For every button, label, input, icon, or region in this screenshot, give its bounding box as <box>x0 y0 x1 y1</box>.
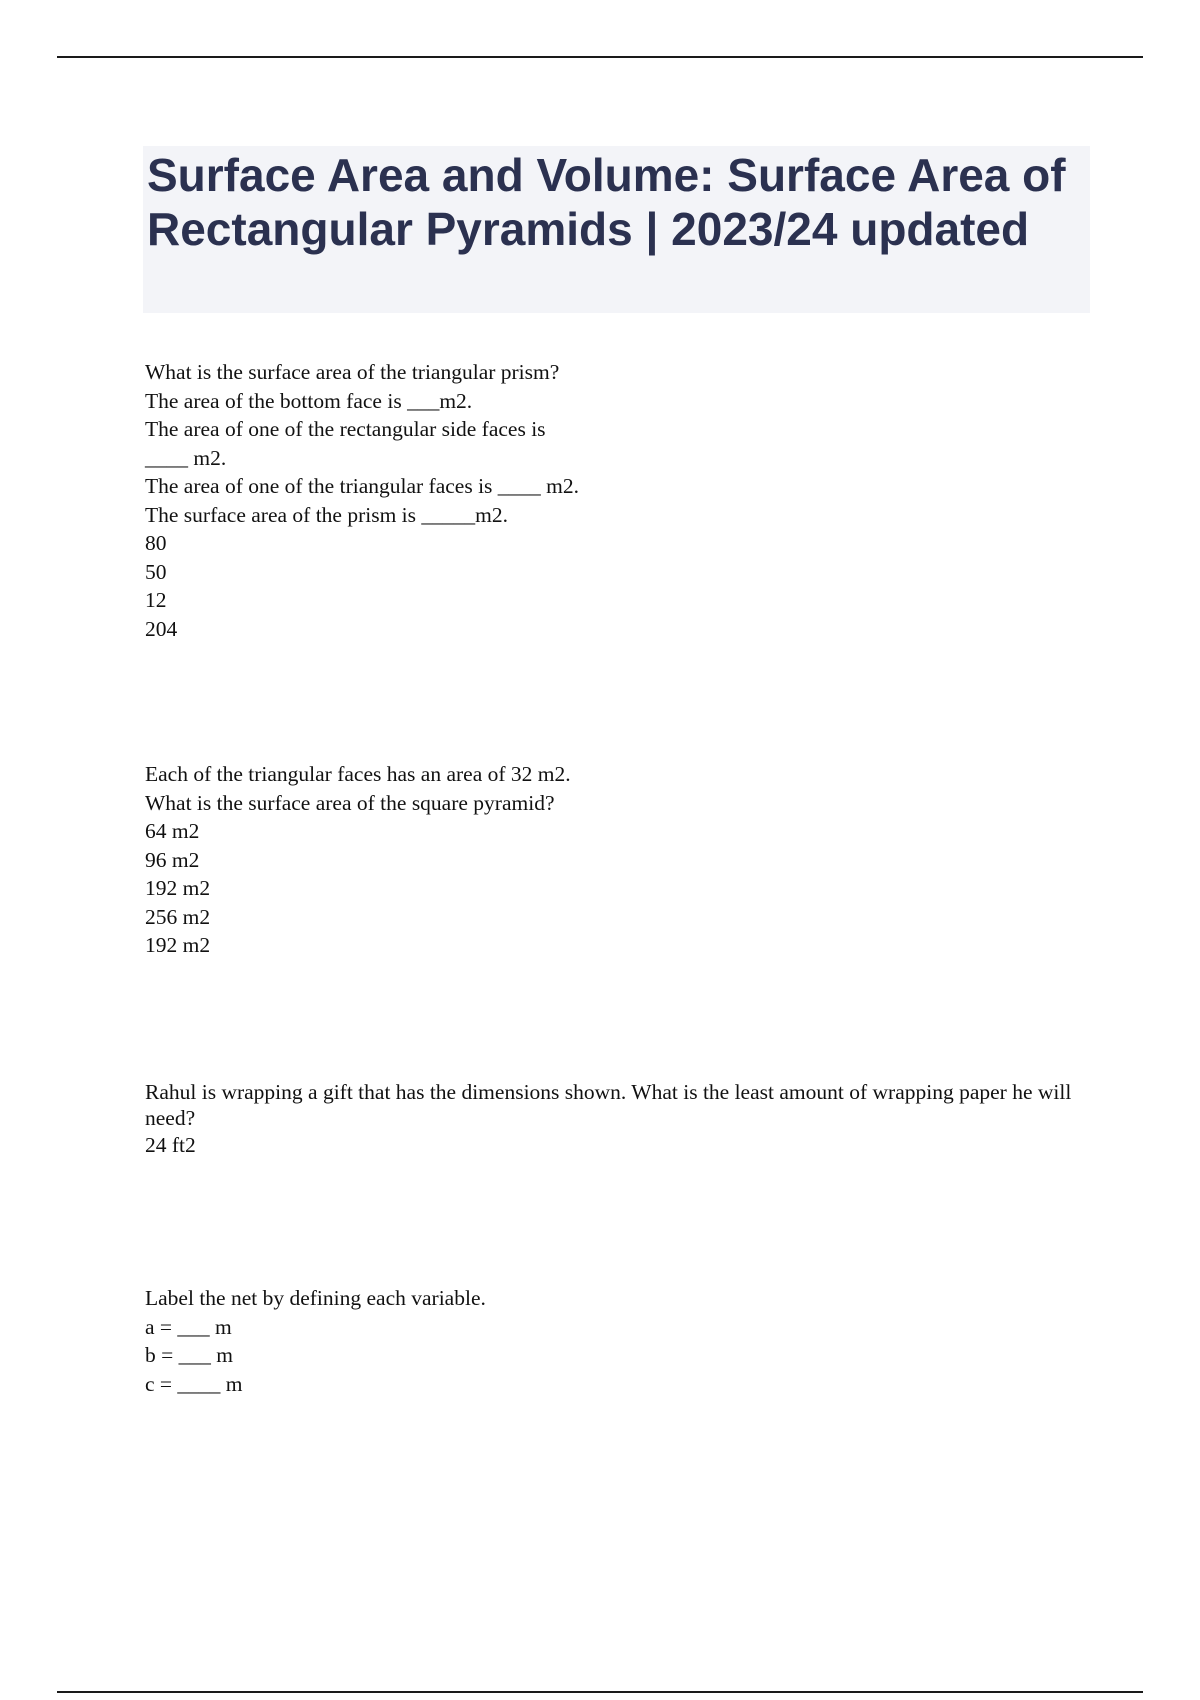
title-banner <box>143 146 1090 313</box>
answer-line: 192 m2 <box>145 876 211 900</box>
answer-line: 50 <box>145 559 167 584</box>
bottom-rule <box>57 1691 1143 1693</box>
question-text: What is the surface area of the triangular prism? <box>145 360 560 384</box>
document-title: Surface Area and Volume: Surface Area of Rectangular Pyramids | 2023/24 updated <box>147 149 1066 255</box>
answer-line: 64 m2 <box>145 819 200 843</box>
question-text: The area of one of the rectangular side faces is <box>145 417 546 441</box>
question-text: What is the surface area of the square pyramid? <box>145 790 555 815</box>
answer-line: 204 <box>145 616 178 641</box>
question-text: Each of the triangular faces has an area of 32 m2. <box>145 762 571 786</box>
question-1 <box>145 358 1085 643</box>
question-text: ____ m2. <box>145 445 227 470</box>
question-text: The area of the bottom face is ___m2. <box>145 388 473 413</box>
answer-line: 24 ft2 <box>145 1133 196 1157</box>
answer-line: 80 <box>145 531 167 555</box>
answer-line: 12 <box>145 588 167 612</box>
question-text: Rahul is wrapping a gift that has the dimensions shown. What is the least amount of wrapping paper he will need? <box>145 1080 1072 1130</box>
answer-line: 96 m2 <box>145 847 200 872</box>
answer-line: 192 m2 <box>145 933 211 957</box>
question-4 <box>145 1284 1085 1398</box>
top-rule <box>57 56 1143 58</box>
question-3 <box>145 1079 1085 1160</box>
answer-line: c = ____ m <box>145 1371 243 1396</box>
answer-line: 256 m2 <box>145 904 211 929</box>
answer-line: b = ___ m <box>145 1343 233 1367</box>
answer-line: a = ___ m <box>145 1314 232 1339</box>
question-2 <box>145 760 1085 960</box>
question-text: Label the net by defining each variable. <box>145 1286 486 1310</box>
question-text: The surface area of the prism is _____m2. <box>145 502 508 527</box>
question-text: The area of one of the triangular faces is ____ m2. <box>145 474 580 498</box>
